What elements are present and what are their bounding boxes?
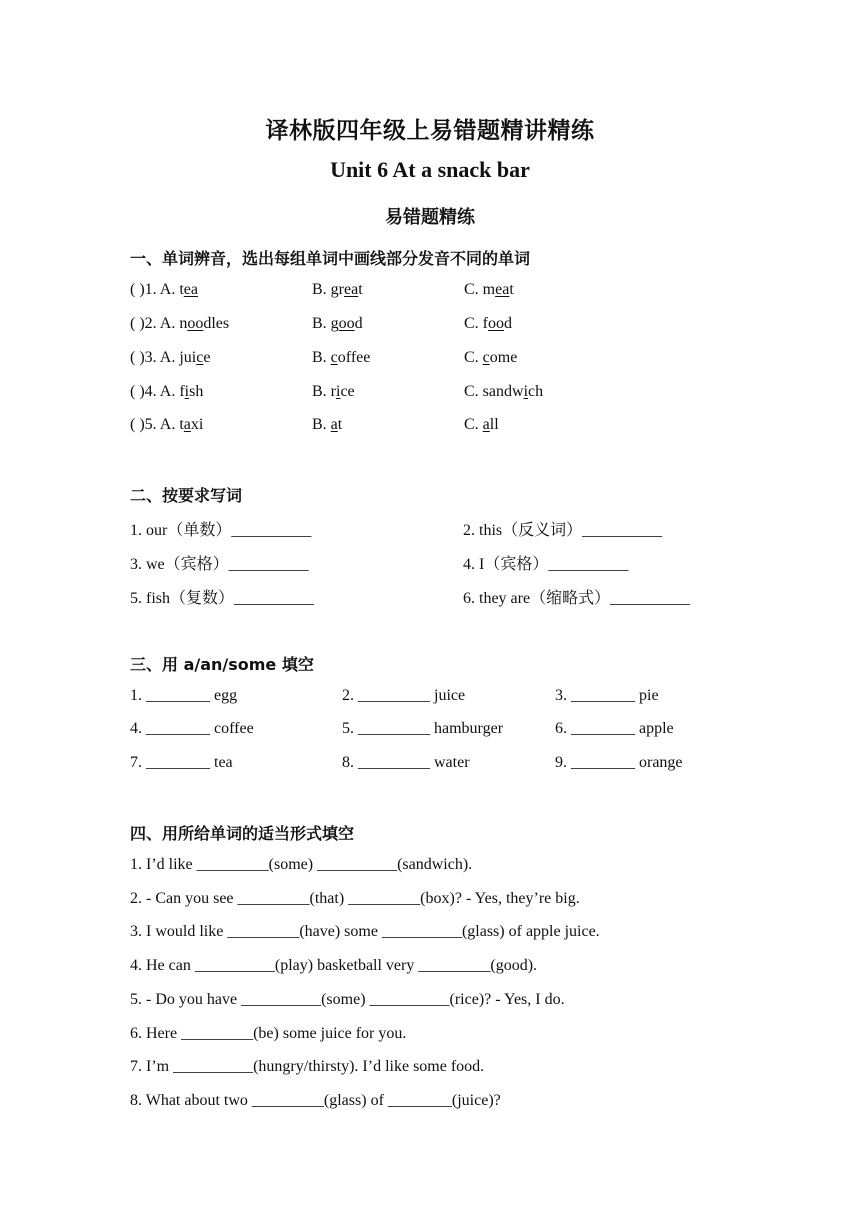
section3-item: 1. ________ egg (130, 687, 238, 704)
word-part: B. (312, 416, 331, 433)
option-a (130, 349, 210, 367)
section4-item: 7. I’m __________(hungry/thirsty). I’d like some food. (130, 1058, 485, 1075)
word-part: sh (189, 383, 204, 400)
underlined-letters: i (523, 383, 529, 400)
section3-item: 3. ________ pie (555, 687, 659, 704)
underlined-letters: c (482, 349, 490, 366)
option-a (130, 315, 229, 333)
section2-item: 4. I（宾格）__________ (463, 556, 629, 573)
option-b (312, 383, 355, 401)
phonics-question-row (130, 281, 770, 303)
option-c (464, 315, 512, 333)
option-b (312, 416, 342, 434)
word-part: t (509, 281, 514, 298)
section1-heading: 一、单词辨音，选出每组单词中画线部分发音不同的单词 (130, 249, 531, 268)
phonics-question-row (130, 349, 770, 371)
option-c (464, 416, 499, 434)
underlined-letters: oo (187, 315, 204, 332)
section3-item: 9. ________ orange (555, 754, 683, 771)
section3-item: 8. _________ water (342, 754, 470, 771)
underlined-letters: c (330, 349, 338, 366)
option-a (130, 383, 203, 401)
underlined-letters: ea (495, 281, 510, 298)
word-part: C. f (464, 315, 488, 332)
word-part: ll (489, 416, 499, 433)
underlined-letters: a (482, 416, 490, 433)
underlined-letters: i (336, 383, 341, 400)
word-part: jui (179, 349, 197, 366)
word-part: xi (190, 416, 204, 433)
word-part: dles (203, 315, 230, 332)
question-number: ( )3. A. (130, 349, 180, 366)
word-part: d (504, 315, 512, 332)
underlined-letters: oo (338, 315, 355, 332)
section3-item: 6. ________ apple (555, 720, 674, 737)
question-number: ( )4. A. (130, 383, 180, 400)
underlined-letters: a (330, 416, 338, 433)
word-part: B. g (312, 315, 339, 332)
question-number: ( )5. A. (130, 416, 180, 433)
word-part: n (179, 315, 188, 332)
section2-item: 6. they are（缩略式）__________ (463, 590, 691, 607)
word-part: ome (489, 349, 518, 366)
word-part: e (203, 349, 211, 366)
underlined-letters: oo (488, 315, 504, 332)
word-part: B. gr (312, 281, 344, 298)
section2-heading: 二、按要求写词 (130, 486, 243, 505)
word-part: B. (312, 349, 331, 366)
section4-item: 6. Here _________(be) some juice for you. (130, 1025, 407, 1042)
underlined-letters: i (184, 383, 190, 400)
section4-item: 2. - Can you see _________(that) _________(box)? - Yes, they’re big. (130, 890, 580, 907)
word-part: C. m (464, 281, 496, 298)
word-part: t (179, 416, 184, 433)
option-b (312, 281, 363, 299)
option-b (312, 349, 370, 367)
question-number: ( )1. A. (130, 281, 180, 298)
section2-item: 2. this（反义词）__________ (463, 522, 663, 539)
option-c (464, 383, 543, 401)
section4-item: 5. - Do you have __________(some) __________(rice)? - Yes, I do. (130, 991, 565, 1008)
word-part: offee (337, 349, 371, 366)
section3-item: 2. _________ juice (342, 687, 466, 704)
option-a (130, 416, 203, 434)
page-subtitle: 易错题精练 (385, 207, 475, 228)
unit-title: Unit 6 At a snack bar (330, 157, 530, 182)
section3-item: 7. ________ tea (130, 754, 233, 771)
section4-heading: 四、用所给单词的适当形式填空 (130, 824, 355, 843)
question-number: ( )2. A. (130, 315, 180, 332)
section3-item: 5. _________ hamburger (342, 720, 504, 737)
section3-item: 4. ________ coffee (130, 720, 254, 737)
section4-item: 3. I would like _________(have) some __________(glass) of apple juice. (130, 923, 600, 940)
phonics-question-row (130, 416, 770, 438)
section2-item: 3. we（宾格）__________ (130, 556, 309, 573)
phonics-question-row (130, 315, 770, 337)
option-c (464, 349, 517, 367)
word-part: t (337, 416, 343, 433)
section3-heading: 三、用 a/an/some 填空 (130, 655, 314, 674)
word-part: ce (340, 383, 355, 400)
underlined-letters: ea (183, 281, 198, 298)
option-c (464, 281, 514, 299)
underlined-letters: a (183, 416, 191, 433)
option-b (312, 315, 363, 333)
word-part: t (358, 281, 363, 298)
word-part: C. (464, 349, 483, 366)
underlined-letters: ea (344, 281, 359, 298)
page-title: 译林版四年级上易错题精讲精练 (265, 118, 595, 144)
option-a (130, 281, 198, 299)
word-part: d (354, 315, 363, 332)
section2-item: 1. our（单数）__________ (130, 522, 312, 539)
word-part: B. r (312, 383, 336, 400)
word-part: C. sandw (464, 383, 524, 400)
section2-item: 5. fish（复数）__________ (130, 590, 315, 607)
word-part: t (179, 281, 184, 298)
phonics-question-row (130, 383, 770, 405)
section4-item: 4. He can __________(play) basketball very _________(good). (130, 957, 538, 974)
word-part: ch (528, 383, 544, 400)
section4-item: 8. What about two _________(glass) of ________(juice)? (130, 1092, 501, 1109)
underlined-letters: c (196, 349, 204, 366)
section4-item: 1. I’d like _________(some) __________(sandwich). (130, 856, 473, 873)
word-part: f (179, 383, 185, 400)
word-part: C. (464, 416, 483, 433)
